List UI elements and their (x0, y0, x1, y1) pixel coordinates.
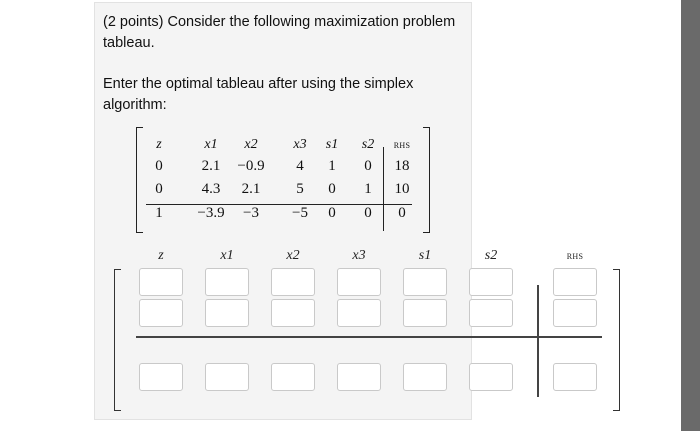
answer-input-r3-x2[interactable] (271, 363, 315, 391)
answer-input-r2-z[interactable] (139, 299, 183, 327)
tableau-cell: 2.1 (241, 181, 261, 197)
tableau-cell: 0 (155, 158, 163, 174)
header-x2: x2 (244, 137, 258, 152)
answer-objective-row-divider (136, 336, 602, 338)
tableau-cell: 4 (296, 158, 304, 174)
answer-input-r2-rhs[interactable] (553, 299, 597, 327)
answer-rhs-divider (537, 285, 539, 397)
answer-header-s2: s2 (484, 248, 498, 263)
answer-input-r3-z[interactable] (139, 363, 183, 391)
answer-header-x1: x1 (220, 248, 234, 263)
initial-tableau (136, 127, 430, 231)
answer-input-r3-s2[interactable] (469, 363, 513, 391)
tableau-cell: 0 (328, 181, 336, 197)
tableau-cell: −3.9 (197, 205, 225, 221)
answer-input-r1-rhs[interactable] (553, 268, 597, 296)
tableau-cell: 1 (155, 205, 163, 221)
tableau-cell: 1 (328, 158, 336, 174)
answer-input-r1-s1[interactable] (403, 268, 447, 296)
answer-input-r2-x3[interactable] (337, 299, 381, 327)
header-x1: x1 (204, 137, 218, 152)
answer-header-x3: x3 (352, 248, 366, 263)
header-z: z (156, 137, 162, 152)
answer-input-r1-x2[interactable] (271, 268, 315, 296)
answer-right-bracket (613, 269, 620, 411)
answer-input-r1-x3[interactable] (337, 268, 381, 296)
header-x3: x3 (293, 137, 307, 152)
header-rhs: RHS (393, 141, 411, 150)
answer-input-r3-s1[interactable] (403, 363, 447, 391)
answer-input-r1-s2[interactable] (469, 268, 513, 296)
tableau-cell: 5 (296, 181, 304, 197)
tableau-cell: −5 (292, 205, 308, 221)
tableau-cell: 1 (364, 181, 372, 197)
question-prompt: (2 points) Consider the following maximization problem tableau. (103, 14, 456, 51)
answer-input-r3-x1[interactable] (205, 363, 249, 391)
answer-input-r1-z[interactable] (139, 268, 183, 296)
answer-left-bracket (114, 269, 121, 411)
tableau-cell: −3 (243, 205, 259, 221)
tableau-cell: 18 (394, 158, 410, 174)
tableau-cell: 0 (364, 158, 372, 174)
tableau-cell: 0 (328, 205, 336, 221)
tableau-cell: 2.1 (201, 158, 221, 174)
question-instruction: Enter the optimal tableau after using the simplex algorithm: (103, 76, 414, 113)
tableau-cell: 0 (364, 205, 372, 221)
tableau-cell: 10 (394, 181, 410, 197)
answer-input-r3-x3[interactable] (337, 363, 381, 391)
tableau-cell: −0.9 (237, 158, 265, 174)
tableau-cell: 0 (155, 181, 163, 197)
answer-input-r3-rhs[interactable] (553, 363, 597, 391)
answer-input-r2-s1[interactable] (403, 299, 447, 327)
answer-input-r1-x1[interactable] (205, 268, 249, 296)
answer-header-s1: s1 (418, 248, 432, 263)
answer-header-rhs: RHS (566, 252, 584, 261)
tableau-cell: 0 (398, 205, 406, 221)
header-s2: s2 (361, 137, 375, 152)
tableau-cell: 4.3 (201, 181, 221, 197)
window-edge (681, 0, 700, 431)
answer-header-z: z (158, 248, 164, 263)
header-s1: s1 (325, 137, 339, 152)
answer-input-r2-s2[interactable] (469, 299, 513, 327)
answer-header-x2: x2 (286, 248, 300, 263)
answer-input-r2-x1[interactable] (205, 299, 249, 327)
answer-input-r2-x2[interactable] (271, 299, 315, 327)
